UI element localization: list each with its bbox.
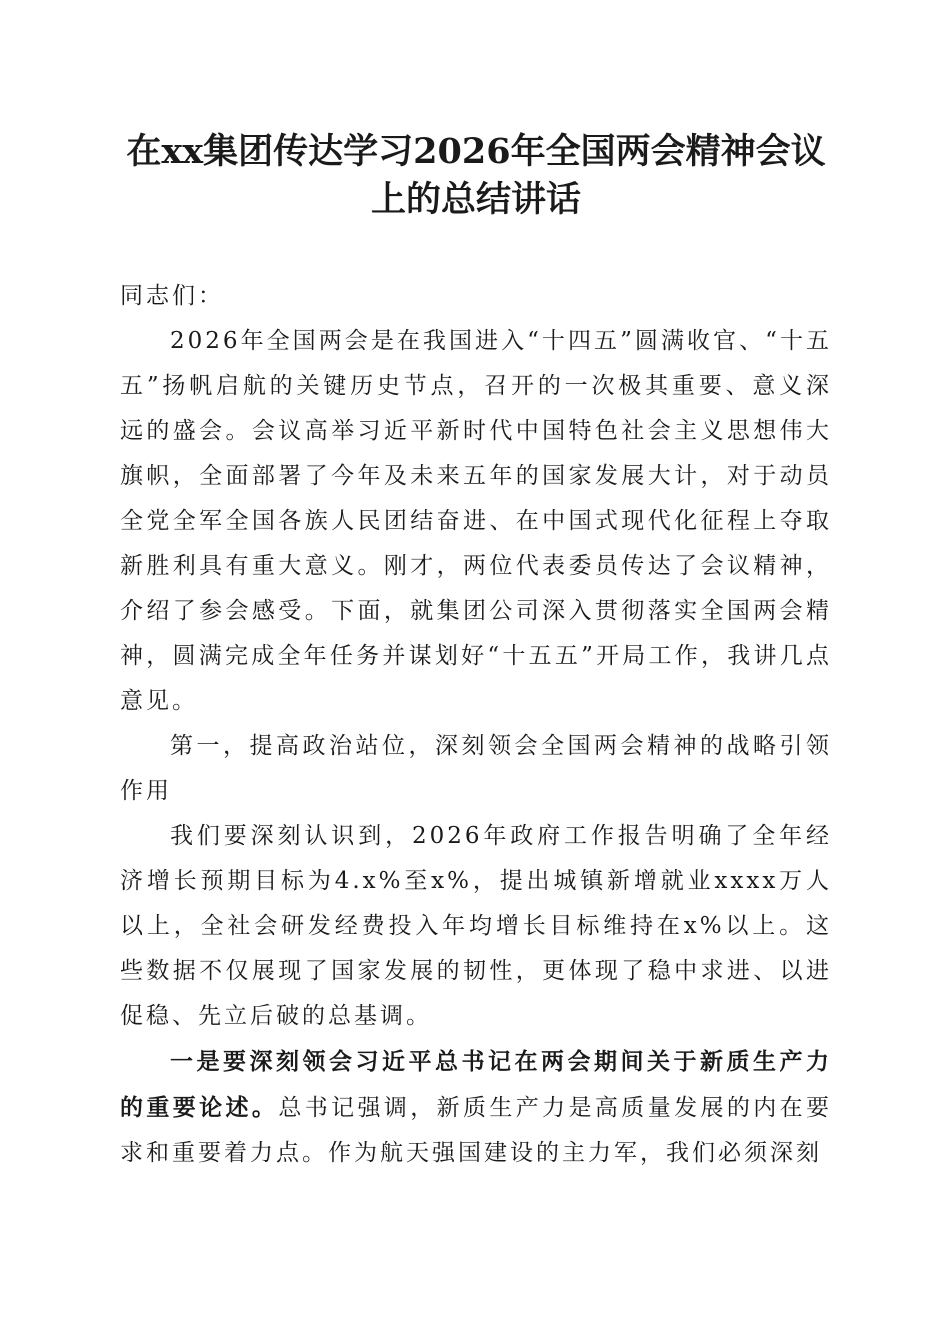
point-1-text: 总书记强调，新质生产力是高质量发展的内在要求和重要着力点。作为航天强国建设的主力军，我们必须深刻	[120, 1095, 833, 1166]
section-1-heading: 第一，提高政治站位，深刻领会全国两会精神的战略引领作用	[120, 733, 832, 804]
point-1-lead: 一是要深刻领会习近平总书记在两会期间关于新质生产力的重要论述。	[120, 1048, 832, 1121]
section-1-paragraph: 我们要深刻认识到，2026年政府工作报告明确了全年经济增长预期目标为4.x%至x%，提出城镇新增就业xxxx万人以上，全社会研发经费投入年均增长目标维持在x%以上。这些数据不仅展现了国家发展的韧性，更体现了稳中求进、以进促稳、先立后破的总基调。	[120, 823, 832, 1029]
salutation: 同志们：	[120, 283, 224, 309]
intro-paragraph: 2026年全国两会是在我国进入“十四五”圆满收官、“十五五”扬帆启航的关键历史节点，召开的一次极其重要、意义深远的盛会。会议高举习近平新时代中国特色社会主义思想伟大旗帜，全面部署了今年及未来五年的国家发展大计，对于动员全党全军全国各族人民团结奋进、在中国式现代化征程上夺取新胜利具有重大意义。刚才，两位代表委员传达了会议精神，介绍了参会感受。下面，就集团公司深入贯彻落实全国两会精神，圆满完成全年任务并谋划好“十五五”开局工作，我讲几点意见。	[120, 328, 832, 714]
title-line-2: 上的总结讲话	[370, 179, 581, 220]
document-body	[120, 274, 832, 1176]
title-line-1: 在xx集团传达学习2026年全国两会精神会议	[126, 131, 826, 172]
document-page	[120, 128, 832, 1176]
document-title	[100, 128, 852, 224]
point-1-paragraph	[120, 1039, 832, 1176]
